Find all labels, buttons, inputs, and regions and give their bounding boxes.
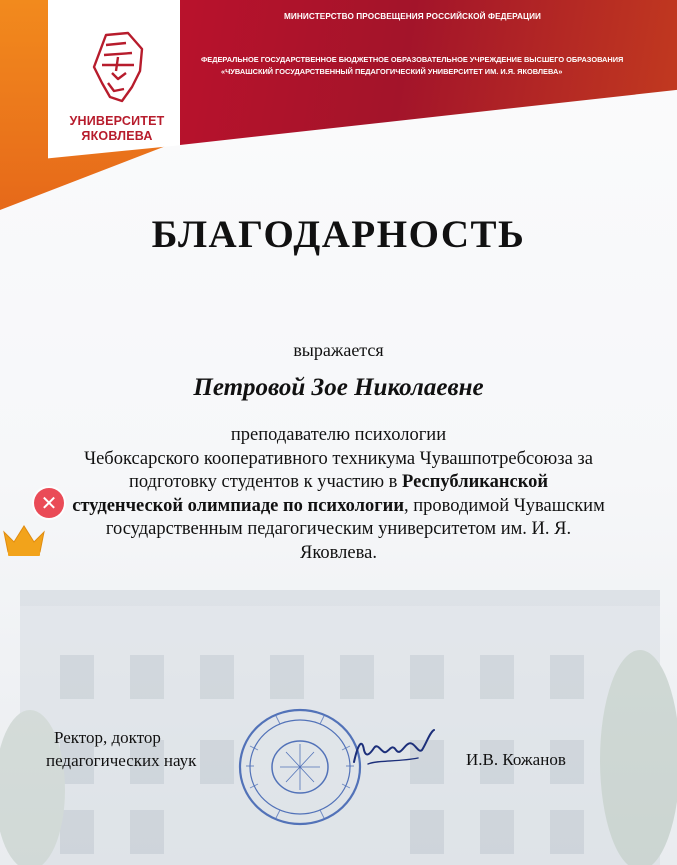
logo-line-2: ЯКОВЛЕВА — [81, 129, 153, 143]
official-stamp — [236, 706, 364, 828]
citation-line-5: государственным педагогическим университетом им. И. Я. — [105, 519, 572, 539]
citation-line-4 — [24, 495, 653, 519]
logo-line-1: УНИВЕРСИТЕТ — [69, 114, 165, 128]
university-logo-text — [58, 114, 176, 144]
citation-line-3 — [24, 471, 653, 495]
expressed-text: выражается — [293, 340, 384, 360]
university-logo — [86, 27, 148, 107]
ministry-heading: МИНИСТЕРСТВО ПРОСВЕЩЕНИЯ РОССИЙСКОЙ ФЕДЕРАЦИИ — [284, 12, 542, 21]
citation-line-3-bold: Республиканской — [402, 472, 549, 492]
signatory-role-line-2: педагогических наук — [46, 751, 197, 770]
citation-line-1: преподавателю психологии — [230, 425, 447, 445]
citation-line-6: Яковлева. — [300, 542, 377, 563]
signatory-role-line-1: Ректор, доктор — [54, 728, 161, 747]
signatory-role — [46, 726, 196, 772]
close-icon[interactable]: ✕ — [34, 488, 64, 518]
citation-paragraph — [0, 424, 677, 565]
crown-icon[interactable] — [0, 518, 48, 558]
signatory-name: И.В. Кожанов — [466, 750, 566, 769]
handwritten-signature — [348, 724, 438, 774]
institution-line-2: «ЧУВАШСКИЙ ГОСУДАРСТВЕННЫЙ ПЕДАГОГИЧЕСКИЙ УНИВЕРСИТЕТ ИМ. И.Я. ЯКОВЛЕВА» — [221, 67, 563, 76]
institution-line-1: ФЕДЕРАЛЬНОЕ ГОСУДАРСТВЕННОЕ БЮДЖЕТНОЕ ОБРАЗОВАТЕЛЬНОЕ УЧРЕЖДЕНИЕ ВЫСШЕГО ОБРАЗОВАНИЯ — [201, 55, 624, 64]
document-title: БЛАГОДАРНОСТЬ — [151, 213, 526, 256]
citation-line-3-plain: подготовку студентов к участию в — [128, 472, 403, 492]
recipient-name: Петровой Зое Николаевне — [193, 374, 484, 401]
citation-line-2: Чебоксарского кооперативного техникума Чувашпотребсоюза за — [84, 448, 593, 469]
citation-line-4-bold: студенческой олимпиаде по психологии — [72, 495, 404, 516]
citation-line-4-plain: , проводимой Чувашским — [403, 495, 605, 516]
